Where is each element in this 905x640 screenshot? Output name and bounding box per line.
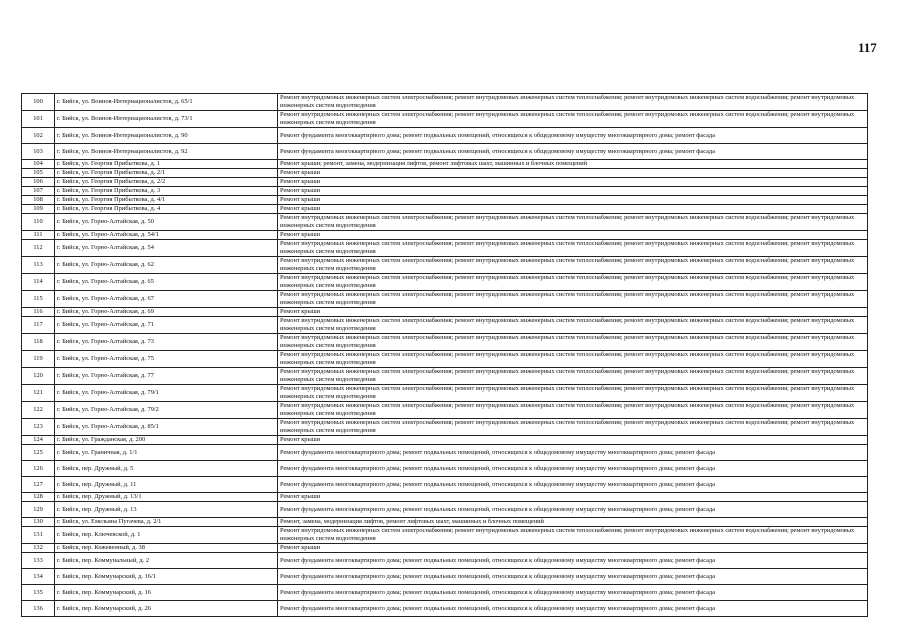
cell-works: Ремонт внутридомовых инженерных систем электроснабжения; ремонт внутридомовых инженерных систем теплоснабжения; ремонт внутридомовых инженерных систем водоснабжения; ремонт внутридомовых инженерных систем водоотведения <box>278 385 868 402</box>
cell-num: 110 <box>22 214 55 231</box>
table-row <box>22 144 868 160</box>
cell-num: 133 <box>22 553 55 569</box>
table-row <box>22 553 868 569</box>
cell-works: Ремонт крыши <box>278 187 868 196</box>
cell-num: 126 <box>22 461 55 477</box>
cell-works: Ремонт крыши <box>278 205 868 214</box>
repair-table <box>21 93 868 617</box>
cell-works: Ремонт крыши <box>278 493 868 502</box>
cell-addr: г. Бийск, пер. Коммунарский, д. 26 <box>55 601 278 617</box>
cell-num: 108 <box>22 196 55 205</box>
cell-addr: г. Бийск, ул. Георгия Прибыткова, д. 2/2 <box>55 178 278 187</box>
cell-works: Ремонт фундамента многоквартирного дома; ремонт подвальных помещений, относящихся к общедомовому имуществу многоквартирного дома; ремонт фасада <box>278 461 868 477</box>
cell-works: Ремонт внутридомовых инженерных систем электроснабжения; ремонт внутридомовых инженерных систем теплоснабжения; ремонт внутридомовых инженерных систем водоснабжения; ремонт внутридомовых инженерных систем водоотведения <box>278 291 868 308</box>
cell-num: 128 <box>22 493 55 502</box>
table-row <box>22 385 868 402</box>
cell-addr: г. Бийск, пер. Дружный, д. 11 <box>55 477 278 493</box>
cell-addr: г. Бийск, ул. Горно-Алтайская, д. 69 <box>55 308 278 317</box>
cell-addr: г. Бийск, ул. Воинов-Интернационалистов, д. 92 <box>55 144 278 160</box>
cell-num: 122 <box>22 402 55 419</box>
cell-num: 111 <box>22 231 55 240</box>
cell-num: 127 <box>22 477 55 493</box>
table-row <box>22 527 868 544</box>
cell-addr: г. Бийск, ул. Горно-Алтайская, д. 54/1 <box>55 231 278 240</box>
cell-addr: г. Бийск, ул. Гражданская, д. 200 <box>55 436 278 445</box>
cell-addr: г. Бийск, ул. Горно-Алтайская, д. 67 <box>55 291 278 308</box>
cell-addr: г. Бийск, пер. Ключевской, д. 1 <box>55 527 278 544</box>
cell-works: Ремонт фундамента многоквартирного дома; ремонт подвальных помещений, относящихся к общедомовому имуществу многоквартирного дома; ремонт фасада <box>278 553 868 569</box>
cell-addr: г. Бийск, ул. Горно-Алтайская, д. 65 <box>55 274 278 291</box>
cell-addr: г. Бийск, ул. Георгия Прибыткова, д. 2/1 <box>55 169 278 178</box>
cell-addr: г. Бийск, ул. Воинов-Интернационалистов, д. 65/1 <box>55 94 278 111</box>
cell-num: 102 <box>22 128 55 144</box>
cell-num: 107 <box>22 187 55 196</box>
table-row <box>22 187 868 196</box>
table-row <box>22 402 868 419</box>
cell-addr: г. Бийск, ул. Горно-Алтайская, д. 79/1 <box>55 385 278 402</box>
table-row <box>22 111 868 128</box>
table-row <box>22 502 868 518</box>
cell-works: Ремонт крыши <box>278 436 868 445</box>
cell-works: Ремонт внутридомовых инженерных систем электроснабжения; ремонт внутридомовых инженерных систем теплоснабжения; ремонт внутридомовых инженерных систем водоснабжения; ремонт внутридомовых инженерных систем водоотведения <box>278 111 868 128</box>
cell-addr: г. Бийск, ул. Горно-Алтайская, д. 54 <box>55 240 278 257</box>
cell-addr: г. Бийск, ул. Граничная, д. 1/1 <box>55 445 278 461</box>
table-row <box>22 419 868 436</box>
page-number: 117 <box>858 40 877 55</box>
cell-num: 134 <box>22 569 55 585</box>
cell-works: Ремонт внутридомовых инженерных систем электроснабжения; ремонт внутридомовых инженерных систем теплоснабжения; ремонт внутридомовых инженерных систем водоснабжения; ремонт внутридомовых инженерных систем водоотведения <box>278 334 868 351</box>
table-row <box>22 518 868 527</box>
cell-num: 104 <box>22 160 55 169</box>
cell-works: Ремонт фундамента многоквартирного дома; ремонт подвальных помещений, относящихся к общедомовому имуществу многоквартирного дома; ремонт фасада <box>278 585 868 601</box>
table-row <box>22 334 868 351</box>
cell-works: Ремонт фундамента многоквартирного дома; ремонт подвальных помещений, относящихся к общедомовому имуществу многоквартирного дома; ремонт фасада <box>278 601 868 617</box>
cell-works: Ремонт крыши; ремонт, замена, модернизация лифтов, ремонт лифтовых шахт, машинных и блочных помещений <box>278 160 868 169</box>
cell-works: Ремонт внутридомовых инженерных систем электроснабжения; ремонт внутридомовых инженерных систем теплоснабжения; ремонт внутридомовых инженерных систем водоснабжения; ремонт внутридомовых инженерных систем водоотведения <box>278 94 868 111</box>
cell-addr: г. Бийск, пер. Дружный, д. 13/1 <box>55 493 278 502</box>
cell-works: Ремонт внутридомовых инженерных систем электроснабжения; ремонт внутридомовых инженерных систем теплоснабжения; ремонт внутридомовых инженерных систем водоснабжения; ремонт внутридомовых инженерных систем водоотведения <box>278 317 868 334</box>
cell-addr: г. Бийск, ул. Георгия Прибыткова, д. 3 <box>55 187 278 196</box>
cell-addr: г. Бийск, ул. Горно-Алтайская, д. 71 <box>55 317 278 334</box>
cell-addr: г. Бийск, ул. Горно-Алтайская, д. 77 <box>55 368 278 385</box>
cell-addr: г. Бийск, пер. Коммунальный, д. 2 <box>55 553 278 569</box>
table-row <box>22 317 868 334</box>
table-row <box>22 196 868 205</box>
cell-num: 114 <box>22 274 55 291</box>
cell-works: Ремонт фундамента многоквартирного дома; ремонт подвальных помещений, относящихся к общедомовому имуществу многоквартирного дома; ремонт фасада <box>278 128 868 144</box>
table-row <box>22 436 868 445</box>
cell-works: Ремонт фундамента многоквартирного дома; ремонт подвальных помещений, относящихся к общедомовому имуществу многоквартирного дома; ремонт фасада <box>278 445 868 461</box>
table-row <box>22 94 868 111</box>
cell-num: 132 <box>22 544 55 553</box>
table-row <box>22 291 868 308</box>
cell-num: 100 <box>22 94 55 111</box>
cell-num: 113 <box>22 257 55 274</box>
cell-num: 121 <box>22 385 55 402</box>
table-row <box>22 169 868 178</box>
cell-works: Ремонт внутридомовых инженерных систем электроснабжения; ремонт внутридомовых инженерных систем теплоснабжения; ремонт внутридомовых инженерных систем водоснабжения; ремонт внутридомовых инженерных систем водоотведения <box>278 402 868 419</box>
table-row <box>22 308 868 317</box>
cell-num: 129 <box>22 502 55 518</box>
cell-addr: г. Бийск, пер. Кожевенный, д. 38 <box>55 544 278 553</box>
table-row <box>22 205 868 214</box>
cell-works: Ремонт, замена, модернизация лифтов, ремонт лифтовых шахт, машинных и блочных помещений <box>278 518 868 527</box>
table-row <box>22 274 868 291</box>
cell-works: Ремонт внутридомовых инженерных систем электроснабжения; ремонт внутридомовых инженерных систем теплоснабжения; ремонт внутридомовых инженерных систем водоснабжения; ремонт внутридомовых инженерных систем водоотведения <box>278 257 868 274</box>
cell-num: 120 <box>22 368 55 385</box>
table-row <box>22 178 868 187</box>
cell-num: 106 <box>22 178 55 187</box>
cell-num: 118 <box>22 334 55 351</box>
table-row <box>22 544 868 553</box>
cell-num: 112 <box>22 240 55 257</box>
cell-addr: г. Бийск, ул. Георгия Прибыткова, д. 4 <box>55 205 278 214</box>
cell-addr: г. Бийск, ул. Емельяна Пугачева, д. 2/1 <box>55 518 278 527</box>
cell-num: 123 <box>22 419 55 436</box>
cell-works: Ремонт фундамента многоквартирного дома; ремонт подвальных помещений, относящихся к общедомовому имуществу многоквартирного дома; ремонт фасада <box>278 477 868 493</box>
cell-works: Ремонт внутридомовых инженерных систем электроснабжения; ремонт внутридомовых инженерных систем теплоснабжения; ремонт внутридомовых инженерных систем водоснабжения; ремонт внутридомовых инженерных систем водоотведения <box>278 274 868 291</box>
cell-num: 125 <box>22 445 55 461</box>
table-row <box>22 257 868 274</box>
cell-addr: г. Бийск, пер. Коммунарский, д. 16 <box>55 585 278 601</box>
cell-works: Ремонт фундамента многоквартирного дома; ремонт подвальных помещений, относящихся к общедомовому имуществу многоквартирного дома; ремонт фасада <box>278 144 868 160</box>
cell-addr: г. Бийск, ул. Горно-Алтайская, д. 73 <box>55 334 278 351</box>
cell-works: Ремонт крыши <box>278 308 868 317</box>
table-row <box>22 493 868 502</box>
table-row <box>22 601 868 617</box>
cell-addr: г. Бийск, пер. Коммунарский, д. 16/1 <box>55 569 278 585</box>
table-row <box>22 214 868 231</box>
cell-num: 131 <box>22 527 55 544</box>
cell-addr: г. Бийск, пер. Дружный, д. 13 <box>55 502 278 518</box>
cell-addr: г. Бийск, ул. Георгия Прибыткова, д. 4/1 <box>55 196 278 205</box>
cell-works: Ремонт крыши <box>278 178 868 187</box>
cell-addr: г. Бийск, ул. Горно-Алтайская, д. 50 <box>55 214 278 231</box>
cell-works: Ремонт внутридомовых инженерных систем электроснабжения; ремонт внутридомовых инженерных систем теплоснабжения; ремонт внутридомовых инженерных систем водоснабжения; ремонт внутридомовых инженерных систем водоотведения <box>278 419 868 436</box>
cell-num: 109 <box>22 205 55 214</box>
cell-works: Ремонт внутридомовых инженерных систем электроснабжения; ремонт внутридомовых инженерных систем теплоснабжения; ремонт внутридомовых инженерных систем водоснабжения; ремонт внутридомовых инженерных систем водоотведения <box>278 368 868 385</box>
cell-works: Ремонт крыши <box>278 196 868 205</box>
cell-addr: г. Бийск, ул. Горно-Алтайская, д. 85/1 <box>55 419 278 436</box>
cell-num: 136 <box>22 601 55 617</box>
table-body <box>22 94 868 617</box>
table-row <box>22 240 868 257</box>
cell-addr: г. Бийск, ул. Георгия Прибыткова, д. 1 <box>55 160 278 169</box>
cell-addr: г. Бийск, ул. Горно-Алтайская, д. 62 <box>55 257 278 274</box>
cell-works: Ремонт внутридомовых инженерных систем электроснабжения; ремонт внутридомовых инженерных систем теплоснабжения; ремонт внутридомовых инженерных систем водоснабжения; ремонт внутридомовых инженерных систем водоотведения <box>278 527 868 544</box>
cell-num: 115 <box>22 291 55 308</box>
cell-num: 130 <box>22 518 55 527</box>
cell-works: Ремонт внутридомовых инженерных систем электроснабжения; ремонт внутридомовых инженерных систем теплоснабжения; ремонт внутридомовых инженерных систем водоснабжения; ремонт внутридомовых инженерных систем водоотведения <box>278 351 868 368</box>
table-row <box>22 461 868 477</box>
table-row <box>22 477 868 493</box>
cell-num: 116 <box>22 308 55 317</box>
cell-num: 135 <box>22 585 55 601</box>
cell-works: Ремонт фундамента многоквартирного дома; ремонт подвальных помещений, относящихся к общедомовому имуществу многоквартирного дома; ремонт фасада <box>278 502 868 518</box>
cell-addr: г. Бийск, пер. Дружный, д. 5 <box>55 461 278 477</box>
cell-works: Ремонт крыши <box>278 231 868 240</box>
cell-works: Ремонт крыши <box>278 169 868 178</box>
cell-addr: г. Бийск, ул. Воинов-Интернационалистов, д. 90 <box>55 128 278 144</box>
table-row <box>22 231 868 240</box>
table-row <box>22 351 868 368</box>
table-row <box>22 445 868 461</box>
cell-num: 101 <box>22 111 55 128</box>
table-row <box>22 128 868 144</box>
cell-works: Ремонт фундамента многоквартирного дома; ремонт подвальных помещений, относящихся к общедомовому имуществу многоквартирного дома; ремонт фасада <box>278 569 868 585</box>
cell-num: 117 <box>22 317 55 334</box>
cell-num: 124 <box>22 436 55 445</box>
cell-num: 105 <box>22 169 55 178</box>
cell-addr: г. Бийск, ул. Горно-Алтайская, д. 79/2 <box>55 402 278 419</box>
cell-works: Ремонт крыши <box>278 544 868 553</box>
table-row <box>22 585 868 601</box>
cell-works: Ремонт внутридомовых инженерных систем электроснабжения; ремонт внутридомовых инженерных систем теплоснабжения; ремонт внутридомовых инженерных систем водоснабжения; ремонт внутридомовых инженерных систем водоотведения <box>278 240 868 257</box>
table-row <box>22 368 868 385</box>
cell-num: 119 <box>22 351 55 368</box>
cell-addr: г. Бийск, ул. Воинов-Интернационалистов, д. 73/1 <box>55 111 278 128</box>
cell-works: Ремонт внутридомовых инженерных систем электроснабжения; ремонт внутридомовых инженерных систем теплоснабжения; ремонт внутридомовых инженерных систем водоснабжения; ремонт внутридомовых инженерных систем водоотведения <box>278 214 868 231</box>
table-row <box>22 569 868 585</box>
cell-num: 103 <box>22 144 55 160</box>
cell-addr: г. Бийск, ул. Горно-Алтайская, д. 75 <box>55 351 278 368</box>
table-row <box>22 160 868 169</box>
